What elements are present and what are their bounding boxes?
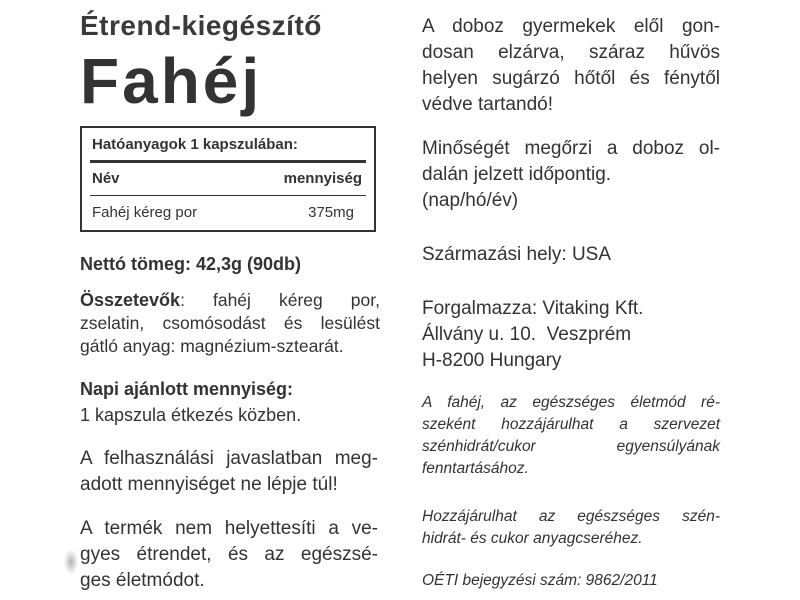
distributor-line: Forgalmazza: Vitaking Kft. [422, 298, 644, 319]
storage-line: dosan elzárva, száraz hűvös [422, 42, 720, 63]
health-claim-2 [422, 506, 720, 550]
disclaimer-line: A termék nem helyettesíti a ve- [80, 518, 378, 539]
best-before-line: dalán jelzett időpontig. [422, 164, 612, 185]
dose-label: Napi ajánlott mennyiség: [80, 379, 294, 399]
net-weight: Nettó tömeg: 42,3g (90db) [80, 254, 302, 274]
ingredients-line: gátló anyag: magnézium-sztearát. [80, 336, 344, 356]
table-divider [90, 195, 366, 196]
origin: Származási hely: USA [422, 244, 612, 265]
ingredients-label: Összetevők [80, 290, 181, 310]
registration-number: OÉTI bejegyzési szám: 9862/2011 [422, 572, 658, 589]
dose-paragraph [80, 376, 380, 428]
table-row-name: Fahéj kéreg por [92, 204, 198, 221]
claim-line: Hozzájárulhat az egészséges szén- [422, 508, 720, 525]
claim-line: szénhidrát/cukor egyensúlyának [422, 438, 720, 455]
distributor-line: Állvány u. 10. Veszprém [422, 324, 632, 345]
table-row-amount: 375mg [308, 204, 354, 221]
claim-line: szeként hozzájárulhat a szervezet [422, 416, 720, 433]
claim-line: fenntartásához. [422, 460, 529, 477]
column-header-amount: mennyiség [283, 170, 362, 187]
ingredients-line: zselatin, csomósodást és lesülést [80, 313, 380, 333]
ingredients-paragraph [80, 289, 380, 358]
disclaimer-line: ges életmódot. [80, 570, 205, 591]
ingredient-table-title: Hatóanyagok 1 kapszulában: [92, 136, 298, 153]
product-type: Étrend-kiegészítő [80, 10, 322, 41]
product-name: Fahéj [80, 45, 263, 117]
health-claim-1 [422, 392, 720, 480]
warning-line: adott mennyiséget ne lépje túl! [80, 474, 338, 495]
storage-line: védve tartandó! [422, 94, 553, 115]
column-header-name: Név [92, 170, 120, 187]
ingredients-line [80, 289, 380, 312]
best-before-line: Minőségét megőrzi a doboz ol- [422, 138, 720, 159]
warning-line: A felhasználási javaslatban meg- [80, 448, 378, 469]
storage-line: A doboz gyermekek elől gon- [422, 16, 720, 37]
dose-text: 1 kapszula étkezés közben. [80, 405, 302, 425]
ingredients-text: : fahéj kéreg por, [180, 290, 380, 310]
storage-paragraph [422, 14, 720, 118]
best-before-paragraph [422, 136, 720, 214]
distributor-block [422, 296, 722, 374]
claim-line: hidrát- és cukor anyagcseréhez. [422, 530, 643, 547]
table-divider [90, 160, 366, 163]
storage-line: helyen sugárzó hőtől és fénytől [422, 68, 720, 89]
print-smudge [64, 550, 78, 574]
ingredient-table [80, 126, 376, 232]
warning-paragraph [80, 446, 378, 498]
disclaimer-paragraph [80, 516, 378, 594]
disclaimer-line: gyes étrendet, és az egészsé- [80, 544, 378, 565]
best-before-line: (nap/hó/év) [422, 190, 519, 211]
distributor-line: H-8200 Hungary [422, 350, 562, 371]
claim-line: A fahéj, az egészséges életmód ré- [422, 394, 720, 411]
